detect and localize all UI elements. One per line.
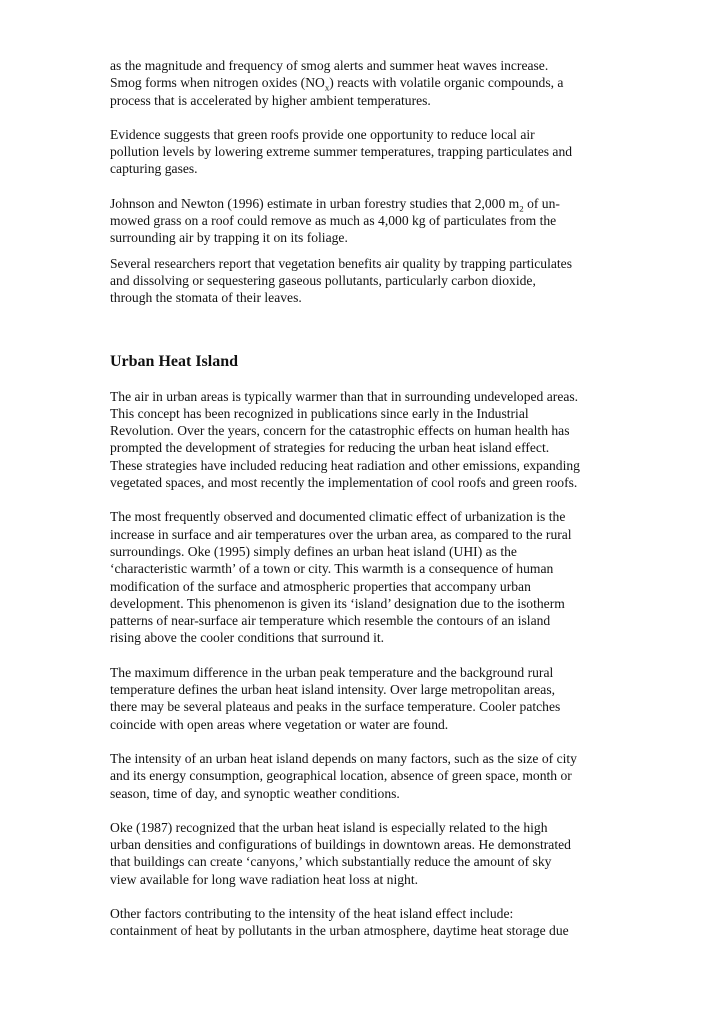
paragraph-vegetation-benefits: Several researchers report that vegetation benefits air quality by trapping particulates and dissolving or sequestering gaseous pollutants, particularly carbon dioxide, through the stomata of their leaves. bbox=[110, 255, 573, 306]
section-heading: Urban Heat Island bbox=[110, 352, 239, 370]
nox-subscript: x bbox=[324, 83, 330, 94]
paragraph-uhi-5: Oke (1987) recognized that the urban heat island is especially related to the high urban densities and configurations of buildings in downtown areas. He demonstrated that buildings can create ‘canyons,’ which substantially reduce the amount of sky view available for long wave radiation heat loss at night. bbox=[110, 819, 571, 887]
paragraph-uhi-4: The intensity of an urban heat island depends on many factors, such as the size of city and its energy consumption, geographical location, absence of green space, month or season, time of day, and synoptic weather conditions. bbox=[110, 750, 577, 801]
paragraph-johnson-newton-text-a: Johnson and Newton (1996) estimate in urban forestry studies that 2,000 m bbox=[110, 195, 520, 211]
paragraph-smog-text-a: as the magnitude and frequency of smog alerts and summer heat waves increase. Smog forms when nitrogen oxides (NO bbox=[110, 58, 549, 91]
section-spacer bbox=[110, 324, 628, 352]
paragraph-evidence: Evidence suggests that green roofs provide one opportunity to reduce local air pollution levels by lowering extreme summer temperatures, trapping particulates and capturing gases. bbox=[110, 126, 573, 177]
paragraph-johnson-newton-text-b: of un- mowed grass on a roof could remove as much as 4,000 kg of particulates from the surrounding air by trapping it on its foliage. bbox=[110, 195, 560, 246]
paragraph-uhi-6: Other factors contributing to the intensity of the heat island effect include: containment of heat by pollutants in the urban atmosphere, daytime heat storage due bbox=[110, 905, 569, 939]
m2-subscript: 2 bbox=[519, 203, 524, 214]
paragraph-smog-text-b: ) reacts with volatile organic compounds, a process that is accelerated by higher ambient temperatures. bbox=[110, 75, 564, 108]
paragraph-smog bbox=[110, 57, 628, 109]
paragraph-uhi-2: The most frequently observed and documented climatic effect of urbanization is the increase in surface and air temperatures over the urban area, as compared to the rural surroundings. Oke (1995) simply defines an urban heat island (UHI) as the ‘characteristic warmth’ of a town or city. This warmth is a consequence of human modification of the surface and atmospheric properties that accompany urban development. This phenomenon is given its ‘island’ designation due to the isotherm patterns of near-surface air temperature which resemble the contours of an island rising above the cooler conditions that surround it. bbox=[110, 509, 572, 646]
paragraph-uhi-1: The air in urban areas is typically warmer than that in surrounding undeveloped areas. This concept has been recognized in publications since early in the Industrial Revolution. Over the years, concern for the catastrophic effects on human health has prompted the development of strategies for reducing the urban heat island effect. These strategies have included reducing heat radiation and other emissions, expanding vegetated spaces, and most recently the implementation of cool roofs and green roofs. bbox=[110, 388, 580, 491]
paragraph-johnson-newton bbox=[110, 195, 628, 247]
paragraph-uhi-3: The maximum difference in the urban peak temperature and the background rural temperature defines the urban heat island intensity. Over large metropolitan areas, there may be several plateaus and peaks in the surface temperature. Cooler patches coincide with open areas where vegetation or water are found. bbox=[110, 664, 561, 732]
